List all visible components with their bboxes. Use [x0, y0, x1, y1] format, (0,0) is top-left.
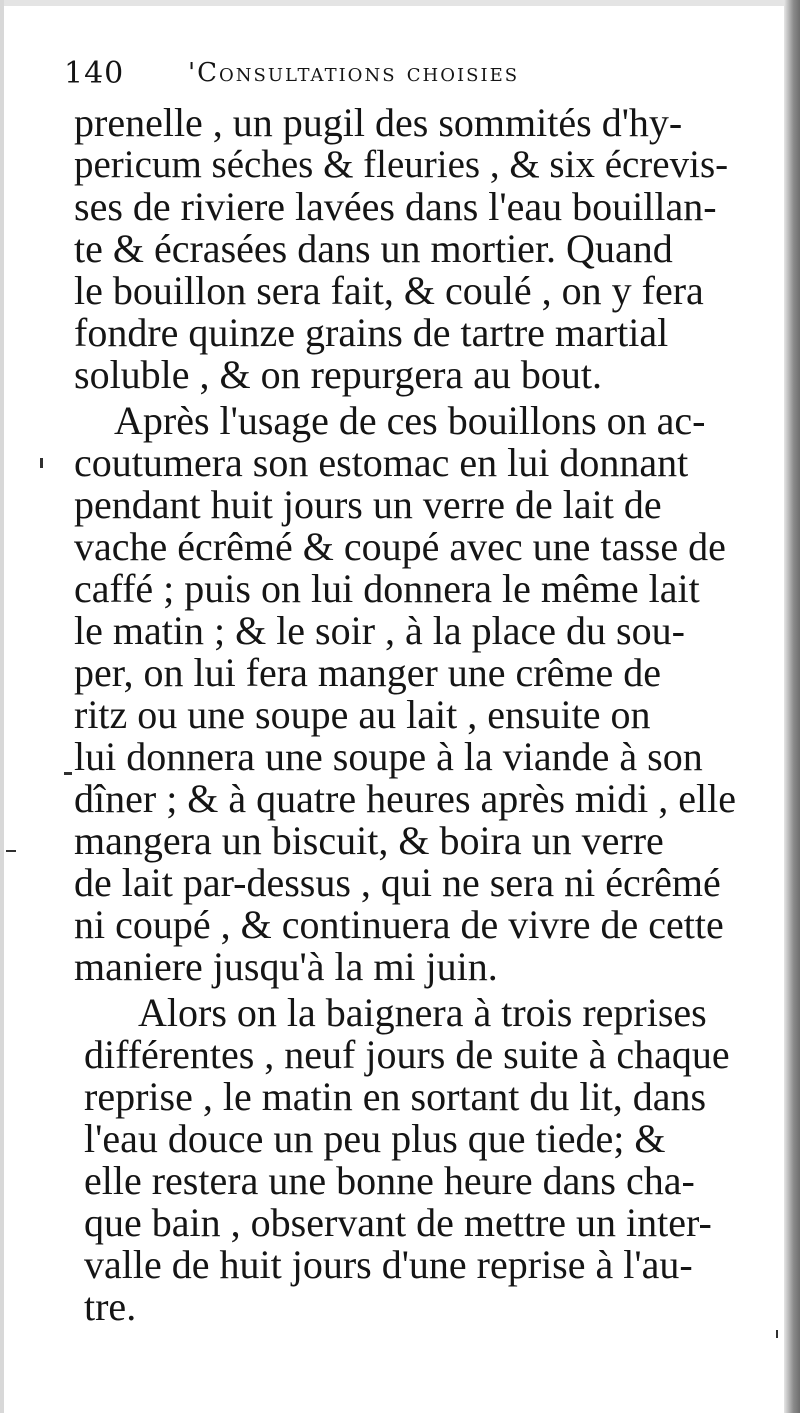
- text-line: Alors on la baignera à trois reprises: [138, 990, 707, 1035]
- text-line: prenelle , un pugil des sommités d'hy-: [74, 100, 683, 145]
- text-line: te & écrasées dans un mortier. Quand: [74, 226, 673, 271]
- scan-right-edge: [784, 0, 800, 1413]
- page-number: 140: [64, 56, 125, 91]
- text-line: l'eau douce un peu plus que tiede; &: [84, 1116, 666, 1161]
- margin-speck: [6, 850, 16, 852]
- text-line: tre.: [84, 1284, 137, 1329]
- text-line: différentes , neuf jours de suite à chaque: [84, 1032, 730, 1077]
- scan-top-edge: [0, 0, 800, 6]
- text-line: valle de huit jours d'une reprise à l'au-: [84, 1242, 693, 1287]
- margin-speck: [776, 1330, 778, 1338]
- text-line: le matin ; & le soir , à la place du sou-: [74, 608, 685, 653]
- text-line: reprise , le matin en sortant du lit, dans: [84, 1074, 707, 1119]
- text-line: ses de riviere lavées dans l'eau bouillan-: [74, 184, 717, 229]
- text-line: le bouillon sera fait, & coulé , on y fera: [74, 268, 704, 313]
- margin-speck: [64, 772, 72, 775]
- margin-speck: [40, 458, 43, 468]
- text-line: fondre quinze grains de tartre martial: [74, 310, 669, 355]
- text-line: mangera un biscuit, & boira un verre: [74, 818, 664, 863]
- text-line: per, on lui fera manger une crême de: [74, 650, 661, 695]
- text-line: maniere jusqu'à la mi juin.: [74, 944, 498, 989]
- text-line: vache écrêmé & coupé avec une tasse de: [74, 524, 726, 569]
- text-line: dîner ; & à quatre heures après midi , elle: [74, 776, 736, 821]
- text-line: pendant huit jours un verre de lait de: [74, 482, 662, 527]
- text-line: coutumera son estomac en lui donnant: [74, 440, 689, 485]
- text-line: pericum séches & fleuries , & six écrevis-: [74, 143, 729, 186]
- text-line: ni coupé , & continuera de vivre de cette: [74, 902, 724, 947]
- text-line: ritz ou une soupe au lait , ensuite on: [74, 692, 651, 737]
- text-line: soluble , & on repurgera au bout.: [74, 352, 603, 397]
- text-line: de lait par-dessus , qui ne sera ni écrêmé: [74, 860, 721, 905]
- text-line: que bain , observant de mettre un inter-: [84, 1200, 712, 1245]
- scan-left-edge: [0, 0, 4, 1413]
- text-line: elle restera une bonne heure dans cha-: [84, 1158, 695, 1203]
- text-line: lui donnera une soupe à la viande à son: [74, 734, 703, 779]
- text-line: caffé ; puis on lui donnera le même lait: [74, 566, 700, 611]
- page-header: [64, 52, 744, 102]
- text-line: Après l'usage de ces bouillons on ac-: [114, 398, 706, 443]
- running-title: 'Consultations choisies: [188, 58, 520, 88]
